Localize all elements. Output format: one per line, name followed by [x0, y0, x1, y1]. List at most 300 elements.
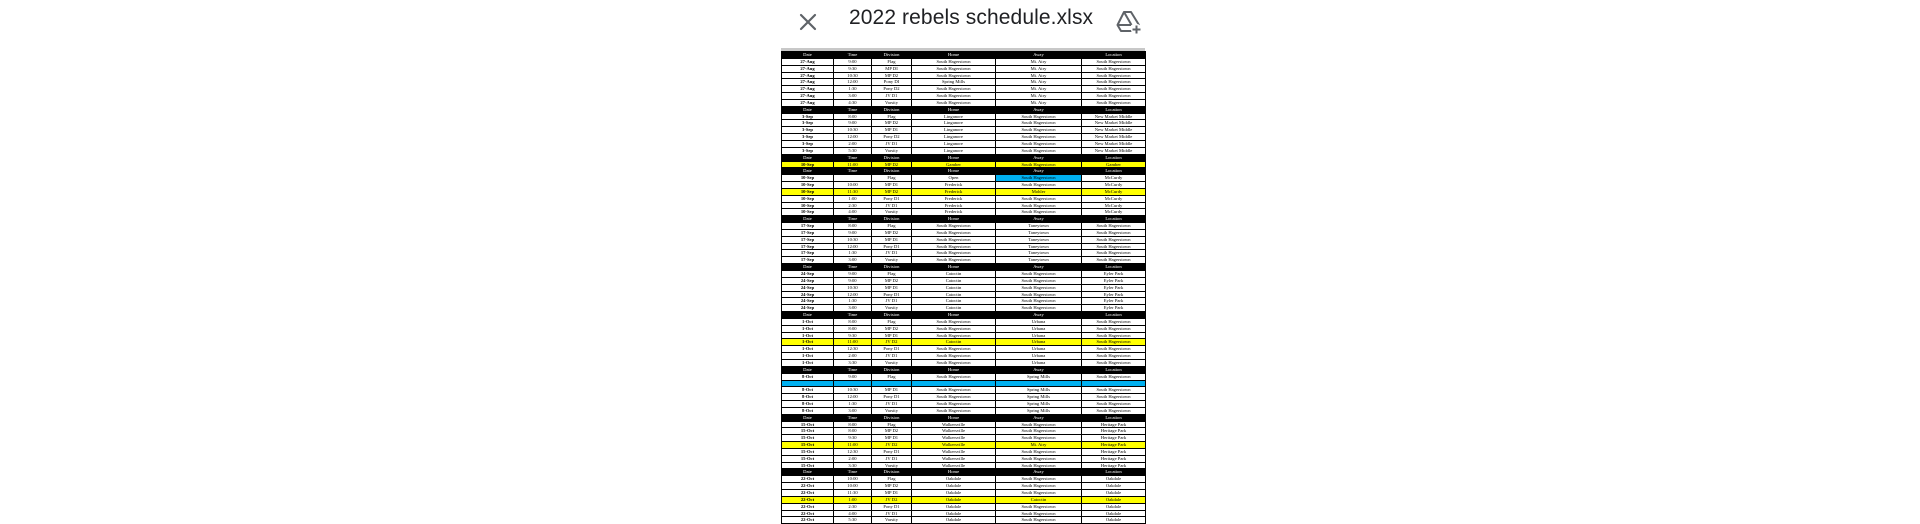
table-cell: 11:00 — [834, 161, 872, 168]
table-cell: South Hagerstown — [912, 65, 996, 72]
table-cell: Oakdale — [1082, 517, 1146, 524]
table-cell: Catoctin — [912, 284, 996, 291]
table-cell: South Hagerstown — [996, 209, 1082, 216]
table-cell: South Hagerstown — [996, 182, 1082, 189]
table-cell: 5:30 — [834, 517, 872, 524]
table-cell: MP D2 — [872, 325, 912, 332]
table-cell: Varsity — [872, 257, 912, 264]
table-cell: 10:00 — [834, 476, 872, 483]
table-cell: Walkersville — [912, 448, 996, 455]
table-cell: Spring Mills — [996, 387, 1082, 394]
table-cell: 3-Sep — [782, 147, 834, 154]
table-header-row — [782, 154, 1146, 161]
table-row — [782, 332, 1146, 339]
table-cell: MP D1 — [872, 127, 912, 134]
table-cell: Time — [834, 52, 872, 59]
table-cell: Time — [834, 154, 872, 161]
table-cell: 22-Oct — [782, 476, 834, 483]
table-cell: 12:30 — [834, 346, 872, 353]
table-cell: 17-Sep — [782, 250, 834, 257]
table-cell: Date — [782, 168, 834, 175]
table-header-row — [782, 52, 1146, 59]
table-row — [782, 236, 1146, 243]
table-cell: 12:00 — [834, 79, 872, 86]
table-cell: 3:00 — [834, 257, 872, 264]
table-cell: 15-Oct — [782, 462, 834, 469]
table-cell: Heritage Park — [1082, 442, 1146, 449]
table-cell: 17-Sep — [782, 236, 834, 243]
table-cell: 24-Sep — [782, 277, 834, 284]
table-cell: South Hagerstown — [1082, 257, 1146, 264]
table-header-row — [782, 469, 1146, 476]
table-cell: South Hagerstown — [912, 223, 996, 230]
table-cell: South Hagerstown — [1082, 250, 1146, 257]
table-cell: South Hagerstown — [1082, 99, 1146, 106]
table-cell: Catoctin — [912, 277, 996, 284]
table-cell: Location — [1082, 154, 1146, 161]
table-cell: Flag — [872, 271, 912, 278]
table-cell: Oakdale — [912, 490, 996, 497]
table-cell: MP D2 — [872, 188, 912, 195]
table-cell: Time — [834, 216, 872, 223]
table-cell: JV D1 — [872, 93, 912, 100]
table-header-row — [782, 168, 1146, 175]
table-cell: New Market Middle — [1082, 127, 1146, 134]
table-row — [782, 517, 1146, 524]
table-cell: South Hagerstown — [1082, 387, 1146, 394]
table-cell: Location — [1082, 414, 1146, 421]
table-row — [782, 93, 1146, 100]
table-cell: Varsity — [872, 209, 912, 216]
table-cell: Division — [872, 264, 912, 271]
table-cell: South Hagerstown — [912, 373, 996, 380]
table-row — [782, 305, 1146, 312]
table-cell: South Hagerstown — [912, 325, 996, 332]
table-cell: Varsity — [872, 147, 912, 154]
table-cell: 27-Aug — [782, 99, 834, 106]
table-cell: South Hagerstown — [996, 517, 1082, 524]
table-cell: 8-Oct — [782, 394, 834, 401]
table-cell: South Hagerstown — [912, 72, 996, 79]
table-row — [782, 58, 1146, 65]
table-cell: Division — [872, 168, 912, 175]
table-cell: Urbana — [996, 325, 1082, 332]
table-cell: Flag — [872, 421, 912, 428]
table-cell: 9:00 — [834, 120, 872, 127]
table-cell: Division — [872, 52, 912, 59]
table-cell: Linganore — [912, 140, 996, 147]
table-cell: 9:00 — [834, 271, 872, 278]
table-cell: Oakdale — [912, 517, 996, 524]
table-cell: 3:00 — [834, 407, 872, 414]
table-row — [782, 325, 1146, 332]
table-cell: 11:30 — [834, 188, 872, 195]
table-cell: Pony DI — [872, 79, 912, 86]
table-cell: Oakdale — [1082, 503, 1146, 510]
table-cell: Away — [996, 366, 1082, 373]
table-cell: 1:30 — [834, 86, 872, 93]
table-cell: 9:00 — [834, 277, 872, 284]
table-row — [782, 407, 1146, 414]
table-cell: Mt. Airy — [996, 72, 1082, 79]
table-cell: 12:00 — [834, 291, 872, 298]
table-cell: Pony D2 — [872, 134, 912, 141]
close-button[interactable] — [795, 9, 821, 35]
table-row — [782, 387, 1146, 394]
table-row — [782, 161, 1146, 168]
table-cell: Catoctin — [912, 305, 996, 312]
table-cell: JV D1 — [872, 353, 912, 360]
table-cell: South Hagerstown — [912, 236, 996, 243]
table-row — [782, 421, 1146, 428]
table-cell: Home — [912, 216, 996, 223]
table-cell: MP D2 — [872, 72, 912, 79]
table-cell: South Hagerstown — [996, 113, 1082, 120]
table-row — [782, 462, 1146, 469]
table-cell: Eyler Park — [1082, 298, 1146, 305]
table-cell: South Hagerstown — [996, 195, 1082, 202]
table-row — [782, 448, 1146, 455]
table-cell: New Market Middle — [1082, 140, 1146, 147]
table-cell: Varsity — [872, 359, 912, 366]
add-to-drive-button[interactable] — [1115, 8, 1143, 36]
table-cell: MP D1 — [872, 284, 912, 291]
table-cell: 4:00 — [834, 209, 872, 216]
table-cell: Mt. Airy — [996, 79, 1082, 86]
spreadsheet-preview[interactable] — [781, 48, 1145, 523]
table-cell: Oakdale — [1082, 483, 1146, 490]
table-cell: Date — [782, 264, 834, 271]
table-row — [782, 380, 1146, 387]
table-cell: JV D2 — [872, 496, 912, 503]
table-cell: 1-Oct — [782, 353, 834, 360]
table-cell: South Hagerstown — [1082, 236, 1146, 243]
table-cell: Flag — [872, 58, 912, 65]
table-cell: Flag — [872, 476, 912, 483]
table-cell: 11:00 — [834, 339, 872, 346]
table-cell: JV D1 — [872, 455, 912, 462]
close-icon — [795, 9, 821, 35]
table-cell — [1082, 380, 1146, 387]
table-cell: Spring Mills — [996, 407, 1082, 414]
table-cell: Heritage Park — [1082, 421, 1146, 428]
table-cell: Heritage Park — [1082, 462, 1146, 469]
table-cell: 3-Sep — [782, 140, 834, 147]
table-cell: Pony D1 — [872, 346, 912, 353]
table-cell: 4:00 — [834, 510, 872, 517]
table-cell: 12:00 — [834, 243, 872, 250]
table-cell: 8:00 — [834, 421, 872, 428]
table-cell: 1:00 — [834, 195, 872, 202]
table-cell: MP D1 — [872, 435, 912, 442]
table-cell: Home — [912, 264, 996, 271]
table-cell: Flag — [872, 223, 912, 230]
table-cell: 27-Aug — [782, 93, 834, 100]
table-cell: 3-Sep — [782, 120, 834, 127]
table-cell: South Hagerstown — [996, 140, 1082, 147]
table-row — [782, 182, 1146, 189]
table-cell: MP D1 — [872, 182, 912, 189]
table-cell: 22-Oct — [782, 490, 834, 497]
table-cell: McCurdy — [1082, 209, 1146, 216]
table-cell: Oakdale — [912, 476, 996, 483]
table-cell: Oakdale — [912, 510, 996, 517]
table-cell: Date — [782, 216, 834, 223]
table-cell: 15-Oct — [782, 428, 834, 435]
table-cell: 8-Oct — [782, 401, 834, 408]
table-cell: 10-Sep — [782, 161, 834, 168]
table-cell: MP D2 — [872, 229, 912, 236]
table-cell: Linganore — [912, 120, 996, 127]
table-row — [782, 195, 1146, 202]
table-cell: JV D1 — [872, 510, 912, 517]
table-cell: Home — [912, 52, 996, 59]
table-cell: South Hagerstown — [912, 359, 996, 366]
table-cell: South Hagerstown — [1082, 359, 1146, 366]
table-cell: South Hagerstown — [912, 229, 996, 236]
table-cell: Gamber — [912, 161, 996, 168]
table-cell: South Hagerstown — [996, 455, 1082, 462]
table-row — [782, 496, 1146, 503]
table-cell: South Hagerstown — [996, 298, 1082, 305]
table-cell: Home — [912, 312, 996, 319]
table-cell: 15-Oct — [782, 435, 834, 442]
table-cell: Walkersville — [912, 455, 996, 462]
table-cell: 24-Sep — [782, 305, 834, 312]
table-row — [782, 113, 1146, 120]
table-cell: South Hagerstown — [996, 127, 1082, 134]
table-cell: 10-Sep — [782, 209, 834, 216]
table-cell: South Hagerstown — [1082, 93, 1146, 100]
table-cell: 22-Oct — [782, 503, 834, 510]
table-cell: Urbana — [996, 339, 1082, 346]
table-cell: Date — [782, 312, 834, 319]
table-cell: Away — [996, 264, 1082, 271]
table-cell: 1-Oct — [782, 339, 834, 346]
table-cell: 10-Sep — [782, 188, 834, 195]
table-cell: 15-Oct — [782, 455, 834, 462]
table-cell: New Market Middle — [1082, 147, 1146, 154]
table-cell: South Hagerstown — [912, 401, 996, 408]
table-cell: Heritage Park — [1082, 455, 1146, 462]
table-row — [782, 353, 1146, 360]
table-cell: 2:00 — [834, 455, 872, 462]
table-cell: Time — [834, 106, 872, 113]
table-row — [782, 394, 1146, 401]
table-cell: 27-Aug — [782, 86, 834, 93]
table-cell: 2:30 — [834, 503, 872, 510]
table-cell: MP D2 — [872, 161, 912, 168]
table-cell: 3-Sep — [782, 113, 834, 120]
table-cell: 17-Sep — [782, 223, 834, 230]
table-cell: South Hagerstown — [996, 483, 1082, 490]
table-cell: 27-Aug — [782, 79, 834, 86]
table-cell: 10-Sep — [782, 175, 834, 182]
table-row — [782, 291, 1146, 298]
table-cell: Date — [782, 366, 834, 373]
table-cell: South Hagerstown — [1082, 407, 1146, 414]
table-cell: South Hagerstown — [996, 490, 1082, 497]
table-cell: Taneytown — [996, 229, 1082, 236]
table-cell: New Market Middle — [1082, 120, 1146, 127]
table-cell: Date — [782, 52, 834, 59]
table-cell: 1:00 — [834, 496, 872, 503]
table-cell: JV D2 — [872, 339, 912, 346]
table-cell: McCurdy — [1082, 182, 1146, 189]
table-row — [782, 428, 1146, 435]
table-row — [782, 257, 1146, 264]
table-cell: South Hagerstown — [1082, 223, 1146, 230]
table-cell: South Hagerstown — [1082, 243, 1146, 250]
table-header-row — [782, 366, 1146, 373]
table-cell: Location — [1082, 469, 1146, 476]
table-cell: 10:30 — [834, 284, 872, 291]
table-cell: Pony D1 — [872, 448, 912, 455]
table-row — [782, 175, 1146, 182]
table-cell: South Hagerstown — [996, 503, 1082, 510]
table-cell: Away — [996, 106, 1082, 113]
table-cell: MP D2 — [872, 428, 912, 435]
table-row — [782, 99, 1146, 106]
table-cell: 12:00 — [834, 134, 872, 141]
table-cell: 2:00 — [834, 140, 872, 147]
table-cell: 4:30 — [834, 99, 872, 106]
table-header-row — [782, 106, 1146, 113]
table-cell: Oakdale — [1082, 476, 1146, 483]
table-row — [782, 318, 1146, 325]
table-row — [782, 346, 1146, 353]
table-cell: 3:00 — [834, 305, 872, 312]
table-cell: 8:00 — [834, 113, 872, 120]
table-cell: 8-Oct — [782, 373, 834, 380]
table-cell: South Hagerstown — [912, 387, 996, 394]
table-cell: 1-Oct — [782, 325, 834, 332]
table-row — [782, 79, 1146, 86]
table-cell: South Hagerstown — [996, 421, 1082, 428]
table-cell: Urbana — [996, 318, 1082, 325]
table-cell: Time — [834, 264, 872, 271]
table-cell: MP D2 — [872, 483, 912, 490]
table-cell: Frederick — [912, 202, 996, 209]
table-cell: 10-Sep — [782, 195, 834, 202]
table-cell: McCurdy — [1082, 175, 1146, 182]
table-cell: Away — [996, 414, 1082, 421]
table-cell: Catoctin — [912, 339, 996, 346]
table-cell: Varsity — [872, 99, 912, 106]
table-cell: Flag — [872, 373, 912, 380]
table-cell: JV D1 — [872, 250, 912, 257]
table-cell: South Hagerstown — [1082, 86, 1146, 93]
table-cell: JV D2 — [872, 442, 912, 449]
table-cell: Home — [912, 154, 996, 161]
table-cell: Date — [782, 469, 834, 476]
table-cell: 10:00 — [834, 182, 872, 189]
table-cell: 27-Aug — [782, 58, 834, 65]
viewer-toolbar — [0, 0, 1920, 44]
table-cell: Away — [996, 168, 1082, 175]
table-row — [782, 483, 1146, 490]
table-cell: JV D1 — [872, 401, 912, 408]
file-title: 2022 rebels schedule.xlsx — [849, 6, 1094, 29]
table-cell: Heritage Park — [1082, 448, 1146, 455]
table-cell: South Hagerstown — [996, 305, 1082, 312]
table-cell: South Hagerstown — [912, 99, 996, 106]
table-cell: 8:00 — [834, 325, 872, 332]
table-row — [782, 476, 1146, 483]
table-cell: Away — [996, 52, 1082, 59]
table-cell: South Hagerstown — [912, 250, 996, 257]
table-cell: JV D1 — [872, 298, 912, 305]
table-cell: MP D1 — [872, 332, 912, 339]
table-cell: 27-Aug — [782, 72, 834, 79]
table-cell: South Hagerstown — [1082, 373, 1146, 380]
add-to-drive-icon — [1115, 8, 1143, 36]
table-cell: Location — [1082, 312, 1146, 319]
table-cell: Open — [912, 175, 996, 182]
table-cell: Oakdale — [912, 496, 996, 503]
table-cell: 22-Oct — [782, 510, 834, 517]
table-cell: MP D1 — [872, 490, 912, 497]
table-cell: South Hagerstown — [1082, 229, 1146, 236]
table-cell: Gamber — [1082, 161, 1146, 168]
table-cell: Spring Mills — [996, 401, 1082, 408]
table-cell: 27-Aug — [782, 65, 834, 72]
table-cell: Time — [834, 366, 872, 373]
table-cell: South Hagerstown — [996, 147, 1082, 154]
table-cell: 17-Sep — [782, 243, 834, 250]
table-row — [782, 284, 1146, 291]
table-cell: Eyler Park — [1082, 284, 1146, 291]
table-cell: Away — [996, 154, 1082, 161]
table-row — [782, 202, 1146, 209]
table-row — [782, 373, 1146, 380]
table-cell: Flag — [872, 113, 912, 120]
table-cell: Location — [1082, 216, 1146, 223]
table-cell: McCurdy — [1082, 188, 1146, 195]
table-cell: Mt. Airy — [996, 442, 1082, 449]
table-cell: 8:00 — [834, 318, 872, 325]
table-cell: South Hagerstown — [1082, 401, 1146, 408]
table-cell: Mt. Airy — [996, 58, 1082, 65]
table-cell: 8-Oct — [782, 407, 834, 414]
table-cell: Frederick — [912, 188, 996, 195]
table-row — [782, 140, 1146, 147]
table-cell: 10:30 — [834, 387, 872, 394]
table-cell: 2:00 — [834, 353, 872, 360]
table-cell: South Hagerstown — [912, 407, 996, 414]
table-cell: South Hagerstown — [912, 93, 996, 100]
table-cell: Urbana — [996, 332, 1082, 339]
table-cell: South Hagerstown — [996, 271, 1082, 278]
table-row — [782, 188, 1146, 195]
table-header-row — [782, 312, 1146, 319]
table-cell: Mohler — [996, 188, 1082, 195]
table-cell: Mt. Airy — [996, 99, 1082, 106]
table-header-row — [782, 414, 1146, 421]
table-cell: 8:00 — [834, 428, 872, 435]
table-cell: Varsity — [872, 462, 912, 469]
table-cell: South Hagerstown — [1082, 325, 1146, 332]
table-cell: MP D2 — [872, 120, 912, 127]
table-cell: Oakdale — [1082, 510, 1146, 517]
table-cell: Walkersville — [912, 462, 996, 469]
table-cell: Spring Mills — [996, 394, 1082, 401]
table-cell: 24-Sep — [782, 291, 834, 298]
table-row — [782, 298, 1146, 305]
table-cell: Pony D1 — [872, 243, 912, 250]
table-cell: Location — [1082, 52, 1146, 59]
table-cell: JV D1 — [872, 140, 912, 147]
